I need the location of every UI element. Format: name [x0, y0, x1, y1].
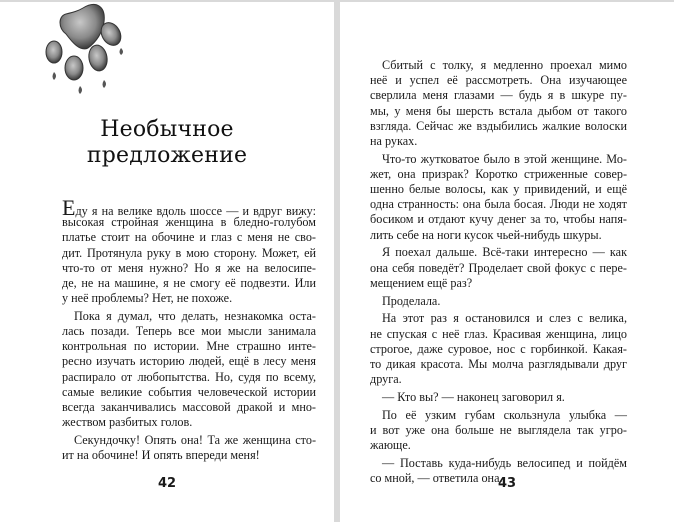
text-line: Еду я на велике вдоль шоссе — и вдруг вижу: — [62, 195, 316, 220]
paragraph — [370, 294, 627, 309]
text-line: распирало от любопытства. Но, судя по всему, — [62, 369, 316, 384]
paragraph — [370, 390, 627, 405]
text-line: строгое, даже суровое, нос с горбинкой. Какая- — [370, 341, 627, 356]
text-line: жающе. — [370, 438, 411, 453]
paragraph — [370, 408, 627, 454]
page-number: 42 — [157, 476, 177, 491]
text-line: жет, она призрак? Коротко стриженные совер- — [370, 166, 627, 181]
paragraph — [370, 152, 627, 243]
text-line: жеством разбитых голов. — [62, 415, 193, 430]
text-line: — Кто вы? — наконец заговорил я. — [382, 389, 565, 404]
text-line: высокая стройная женщина в бледно-голубом — [62, 215, 316, 230]
text-line: со мной, — ответила она. — [370, 471, 503, 486]
right-page — [340, 2, 674, 522]
text-line: лить себе на ноги кусок чьей-нибудь шкуры. — [370, 227, 602, 242]
paragraph — [62, 309, 316, 431]
text-line: одна странность: она была босая. Люди не ходят — [370, 197, 627, 212]
text-line: всегда заканчивались массовой дракой и мно- — [62, 400, 316, 415]
chapter-title-line: Необычное — [100, 117, 234, 142]
text-line: что-то от меня нужно? Но я же на велосипе- — [62, 260, 316, 275]
text-line: Проделала. — [382, 293, 441, 308]
page-number: 43 — [497, 476, 517, 491]
text-line: Секундочку! Опять она! Та же женщина сто- — [74, 433, 316, 447]
text-line: самые великие события человеческой истории — [62, 384, 316, 399]
left-page-text — [62, 195, 316, 463]
text-line: мещением ещё раз? — [370, 275, 473, 290]
text-line: и вот уже она больше не выглядела так угро- — [370, 422, 627, 437]
text-line: не спуская с неё глаз. Красивая женщина, лицо — [370, 326, 627, 341]
text-line: на руках. — [370, 133, 418, 148]
paragraph — [370, 311, 627, 387]
text-line: у неё проблемы? Нет, не похоже. — [62, 291, 233, 306]
text-line: лась позади. Теперь все мои мысли занимала — [62, 324, 316, 339]
text-line: де, не на машине, я не смогу её подвезти. Или — [62, 275, 316, 290]
text-line: сверлила меня глазами — будь я в шкуре пу- — [370, 88, 627, 103]
text-line: шенно белые волосы, как у привидений, и ещё — [370, 182, 627, 197]
right-page-text — [370, 58, 627, 486]
text-line: ресно изучать историю людей, ещё в лесу меня — [62, 354, 316, 369]
text-line: то дикая красота. Мы молча разглядывали друг — [370, 356, 627, 371]
paragraph — [370, 245, 627, 291]
text-line: взгляда. Сейчас же вздыбились жалкие волоски — [370, 118, 627, 133]
text-line: По её узким губам скользнула улыбка — — [382, 407, 627, 422]
text-line: Пока я думал, что делать, незнакомка оста- — [74, 308, 316, 323]
text-line: ит на обочине! И опять впереди меня! — [62, 448, 260, 463]
paragraph — [370, 58, 627, 149]
text-line: босиком и отдают кучу денег за то, чтобы напя- — [370, 212, 627, 227]
text-line: Сбитый с толку, я медленно проехал мимо — [382, 58, 627, 72]
text-line: она себя поведёт? Проделает свой фокус с пере- — [370, 260, 627, 275]
text-line: дит. Протянула руку в мою сторону. Может, ей — [62, 245, 316, 260]
paw-print-icon — [36, 2, 132, 98]
paragraph — [62, 195, 316, 306]
text-line: контрольная по истории. Мне страшно инте- — [62, 339, 316, 354]
text-line: Я поехал дальше. Всё-таки интересно — как — [382, 245, 627, 260]
chapter-title-line: предложение — [86, 143, 248, 168]
chapter-title — [0, 117, 334, 169]
text-line: На этот раз я остановился и слез с велика, — [382, 311, 627, 326]
text-line: Что-то жутковатое было в этой женщине. Мо- — [382, 151, 627, 166]
text-line: платье стоит на обочине и глаз с меня не сво- — [62, 230, 316, 245]
text-line: друга. — [370, 372, 402, 387]
text-line: — Поставь куда-нибудь велосипед и пойдём — [382, 455, 627, 470]
text-line: неё и успел её рассмотреть. Она изучающее — [370, 73, 627, 88]
text-line: мы, у меня бы шерсть встала дыбом от такого — [370, 103, 627, 118]
paragraph — [62, 433, 316, 463]
left-page — [0, 2, 334, 522]
